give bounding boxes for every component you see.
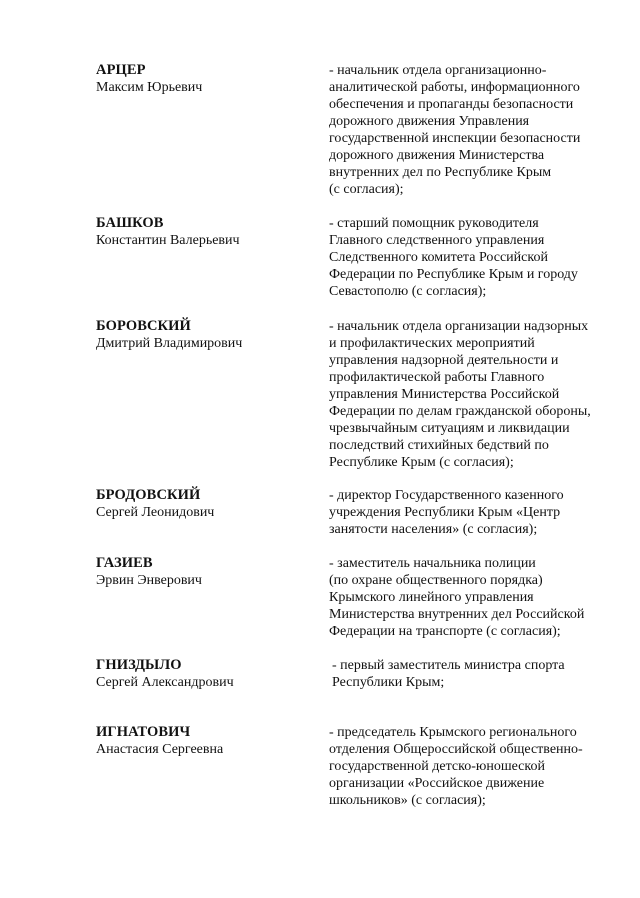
position-line: последствий стихийных бедствий по (329, 438, 549, 453)
member-surname: БАШКОВ (96, 215, 164, 231)
member-surname: ГНИЗДЫЛО (96, 657, 182, 673)
member-surname: АРЦЕР (96, 62, 146, 78)
member-surname: БРОДОВСКИЙ (96, 487, 201, 503)
position-line: государственной инспекции безопасности (329, 131, 581, 146)
position-line: профилактической работы Главного (329, 370, 545, 385)
position-line: Следственного комитета Российской (329, 250, 548, 265)
position-line: организации «Российское движение (329, 776, 545, 791)
position-line: - директор Государственного казенного (329, 488, 564, 503)
member-position (329, 318, 629, 471)
position-line: аналитической работы, информационного (329, 80, 580, 95)
position-line: Федерации по Республике Крым и городу (329, 267, 578, 282)
position-line: - начальник отдела организации надзорных (329, 319, 589, 334)
member-name (96, 62, 316, 96)
member-name (96, 487, 316, 521)
member-name (96, 318, 316, 352)
member-position (329, 555, 629, 640)
member-given-name: Константин Валерьевич (96, 233, 240, 248)
position-line: Севастополю (с согласия); (329, 284, 487, 299)
position-line: Федерации по делам гражданской обороны, (329, 404, 591, 419)
member-position (329, 215, 629, 300)
position-line: Главного следственного управления (329, 233, 545, 248)
position-line: Крымского линейного управления (329, 590, 534, 605)
position-line: дорожного движения Министерства (329, 148, 545, 163)
position-line: (с согласия); (329, 182, 404, 197)
position-line: Республики Крым; (332, 675, 445, 690)
position-line: дорожного движения Управления (329, 114, 530, 129)
member-given-name: Сергей Леонидович (96, 505, 215, 520)
member-position (332, 657, 632, 691)
position-line: школьников» (с согласия); (329, 793, 486, 808)
member-given-name: Дмитрий Владимирович (96, 336, 243, 351)
position-line: внутренних дел по Республике Крым (329, 165, 552, 180)
position-line: управления надзорной деятельности и (329, 353, 559, 368)
member-given-name: Эрвин Энверович (96, 573, 202, 588)
position-line: (по охране общественного порядка) (329, 573, 543, 588)
position-line: занятости населения» (с согласия); (329, 522, 538, 537)
position-line: Республике Крым (с согласия); (329, 455, 514, 470)
member-name (96, 724, 316, 758)
position-line: - первый заместитель министра спорта (332, 658, 565, 673)
position-line: управления Министерства Российской (329, 387, 560, 402)
member-position (329, 487, 629, 538)
member-name (96, 215, 316, 249)
member-surname: БОРОВСКИЙ (96, 318, 191, 334)
member-given-name: Максим Юрьевич (96, 80, 203, 95)
position-line: учреждения Республики Крым «Центр (329, 505, 561, 520)
member-position (329, 62, 629, 198)
member-given-name: Анастасия Сергеевна (96, 742, 224, 757)
position-line: - заместитель начальника полиции (329, 556, 536, 571)
position-line: Федерации на транспорте (с согласия); (329, 624, 561, 639)
position-line: - председатель Крымского регионального (329, 725, 577, 740)
member-name (96, 555, 316, 589)
position-line: чрезвычайным ситуациям и ликвидации (329, 421, 570, 436)
position-line: - начальник отдела организационно- (329, 63, 547, 78)
member-surname: ГАЗИЕВ (96, 555, 153, 571)
position-line: Министерства внутренних дел Российской (329, 607, 585, 622)
position-line: обеспечения и пропаганды безопасности (329, 97, 574, 112)
position-line: и профилактических мероприятий (329, 336, 535, 351)
position-line: - старший помощник руководителя (329, 216, 539, 231)
member-given-name: Сергей Александрович (96, 675, 234, 690)
member-position (329, 724, 629, 809)
member-surname: ИГНАТОВИЧ (96, 724, 191, 740)
member-name (96, 657, 316, 691)
position-line: государственной детско-юношеской (329, 759, 545, 774)
position-line: отделения Общероссийской общественно- (329, 742, 583, 757)
